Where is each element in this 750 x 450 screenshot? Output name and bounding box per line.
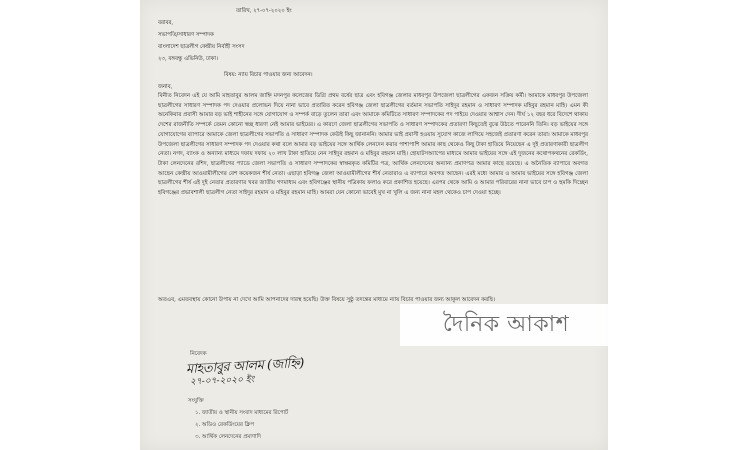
enclosure-title: সংযুক্তি xyxy=(188,398,204,404)
sign-label: নিবেদক xyxy=(190,351,207,357)
letter-closing: অতএব, এমতবস্থায় কোনো উপায় না দেখে আমি আপনাদের দারস্থ হয়েছি। উক্ত বিষয়ে সুষ্ঠু তদন্তের মাধ্যমে ন্যায় বিচার পাওয়ার জন্য আকুল আবেদন করছি। xyxy=(158,297,496,303)
signature: মাহতাবুর আলম (জাহ্নি) xyxy=(185,355,305,378)
sign-date: ২৭-০৭-২০২০ ইং xyxy=(189,374,255,388)
letter-salutation: জনাব, xyxy=(158,84,173,90)
letter-organization: বাংলাদেশ ছাত্রলীগ কেন্দ্রীয় নির্বাহী সংসদ xyxy=(158,44,245,50)
letter-addressee: সভাপতি/সাধারণ সম্পাদক xyxy=(158,32,214,38)
letter-paragraph: বিনীত নিবেদন এই যে আমি মাহতাবুর আলম জাহ্নি মদনপুর কলেজের ডিগ্রি প্রথম বর্ষের ছাত্র এবং হবিগঞ্জ জেলার মাধবপুর উপজেলা ছাত্রলীগের একজন সক্রিয় কর্মী। আমাকে মাধবপুর উপজেলা ছাত্রলীগের সাধারণ সম্পাদক পদ দেওয়ার প্রলোভন দিয়ে নানা ভাবে প্রতারিত করেন হবিগঞ্জ জেলা ছাত্রলীগের বর্তমান সভাপতি সাইদুর রহমান ও সাধারণ সম্পাদক মহিবুর রহমান মাহি। এমন কী অনেকিবার প্রবাসী আমার বড় ভাই শাহীনের সঙ্গে যোগাযোগ ও সম্পর্ক বাড়ে তুলেন তারা এবং আমাকে কমিটিতে সাধারণ সম্পাদকের পদ পাইয়ে দেওয়ার আশ্বাস দেন। দীর্ঘ ১২ বছর ধরে বিদেশে থাকায় দেশের রাজনীতি সম্পর্কে তেমন কোনো স্বচ্ছ ধারণা নেই আমার ভাইয়ের। এ কারণে জেলা ছাত্রলীগের সভাপতি ও সাধারণ সম্পাদকের প্রতারণা কিছুতেই বুঝে উঠতে পারেননি তিনি। বড় ভাইয়ের সঙ্গে যোগাযোগের ব্যাপারে আমাকে জেলা ছাত্রলীগের সভাপতি ও সাধারণ সম্পাদক কেউই কিছু জানাননি। আমার ভাই প্রবাসী হওয়ায় সুযোগ কাজে লাগিয়ে সহজেই প্রতারণা করেন তারা। আমাকে মাধবপুর উপজেলা ছাত্রলীগের সাধারণ সম্পাদক পদ দেওয়ার কথা বলে আমার বড় ভাইয়ের সঙ্গে আর্থিক লেনদেন করার পাশাপাশি আমার কাছ থেকেও কিছু টাকা হাতিয়ে নিয়েছেন এ দুই প্রতারণাকারী ছাত্রলীগ নেতা। নগদ, ব্যাংক ও অন্যান্য মাধ্যমে দফায় দফায় ২০ লাখ টাকা হাতিয়ে নেন সাইদুর রহমান ও মহিবুর রহমান মাহি। হোয়াটসঅ্যাপের মাধ্যমে আমার ভাইয়ের সঙ্গে এই দুজনের কথোপকথনের রেকর্ডিং, টাকা লেনদেনের রশিদ, ছাত্রলীগের প্যাডে জেলা সভাপতি ও সাধারণ সম্পাদকের স্বাক্ষরকৃত কমিটির পত্র, আর্থিক লেনদেনের অন্যান্য প্রমাণপত্র আমার কাছে রয়েছে। এ অনৈতিক ব্যাপারে অবগত আছেন কেন্দ্রীয় আওয়ামীলীগের বেশ কয়েকজন শীর্ষ নেতা। এছাড়া হবিগঞ্জ জেলা আওয়ামীলীগের শীর্ষ নেতারাও এ ব্যাপারে অবগত আছেন। এরই মধ্যে আমার ও আমার ভাইয়ের সঙ্গে হবিগঞ্জ জেলা ছাত্রলীগের শীর্ষ এই দুই নেতার প্রতারণার খবর জাতীয় গণমাধ্যম এবং হবিগঞ্জের স্থানীয় পত্রিকায় ফলাও করে প্রকাশিত হয়েছে। এরপর থেকে আমি ও আমার পরিবারের নানা ভাবে চাপ ও হুমকি দিচ্ছেন হবিগঞ্জের প্রভাবশালী ছাত্রলীগ নেতা সাইদুর রহমান ও মহিবুর রহমান মাহি। আমরা যেন কোনো ভাবেই মুখ না খুলি এ জন্য নানা মহল থেকেও চাপ দেওয়া হচ্ছে। xyxy=(158,93,588,197)
enclosure-item: ৩. আর্থিক লেনদেনের প্রমাণাদি xyxy=(195,434,261,440)
letter-page xyxy=(140,0,608,450)
letter-to: বরাবর, xyxy=(158,20,174,26)
letter-body xyxy=(158,92,588,200)
enclosure-item: ১. জাতীয় ও স্থানীয় সংবাদ মাধ্যমের রিপোর্ট xyxy=(195,410,289,416)
letter-address: ২৩, বঙ্গবন্ধু এভিনিউ, ঢাকা। xyxy=(158,56,218,62)
newspaper-logo-watermark: দৈনিক আকাশ xyxy=(400,304,612,346)
enclosure-item: ২. অডিও রেকর্ডিংয়ের ক্লিপ xyxy=(195,422,254,428)
letter-subject: বিষয়: ন্যায় বিচার পাওয়ার জন্য আবেদন। xyxy=(224,72,313,78)
letter-date: তারিখ, ২৭-০৭-২০২০ ইং xyxy=(236,8,292,14)
